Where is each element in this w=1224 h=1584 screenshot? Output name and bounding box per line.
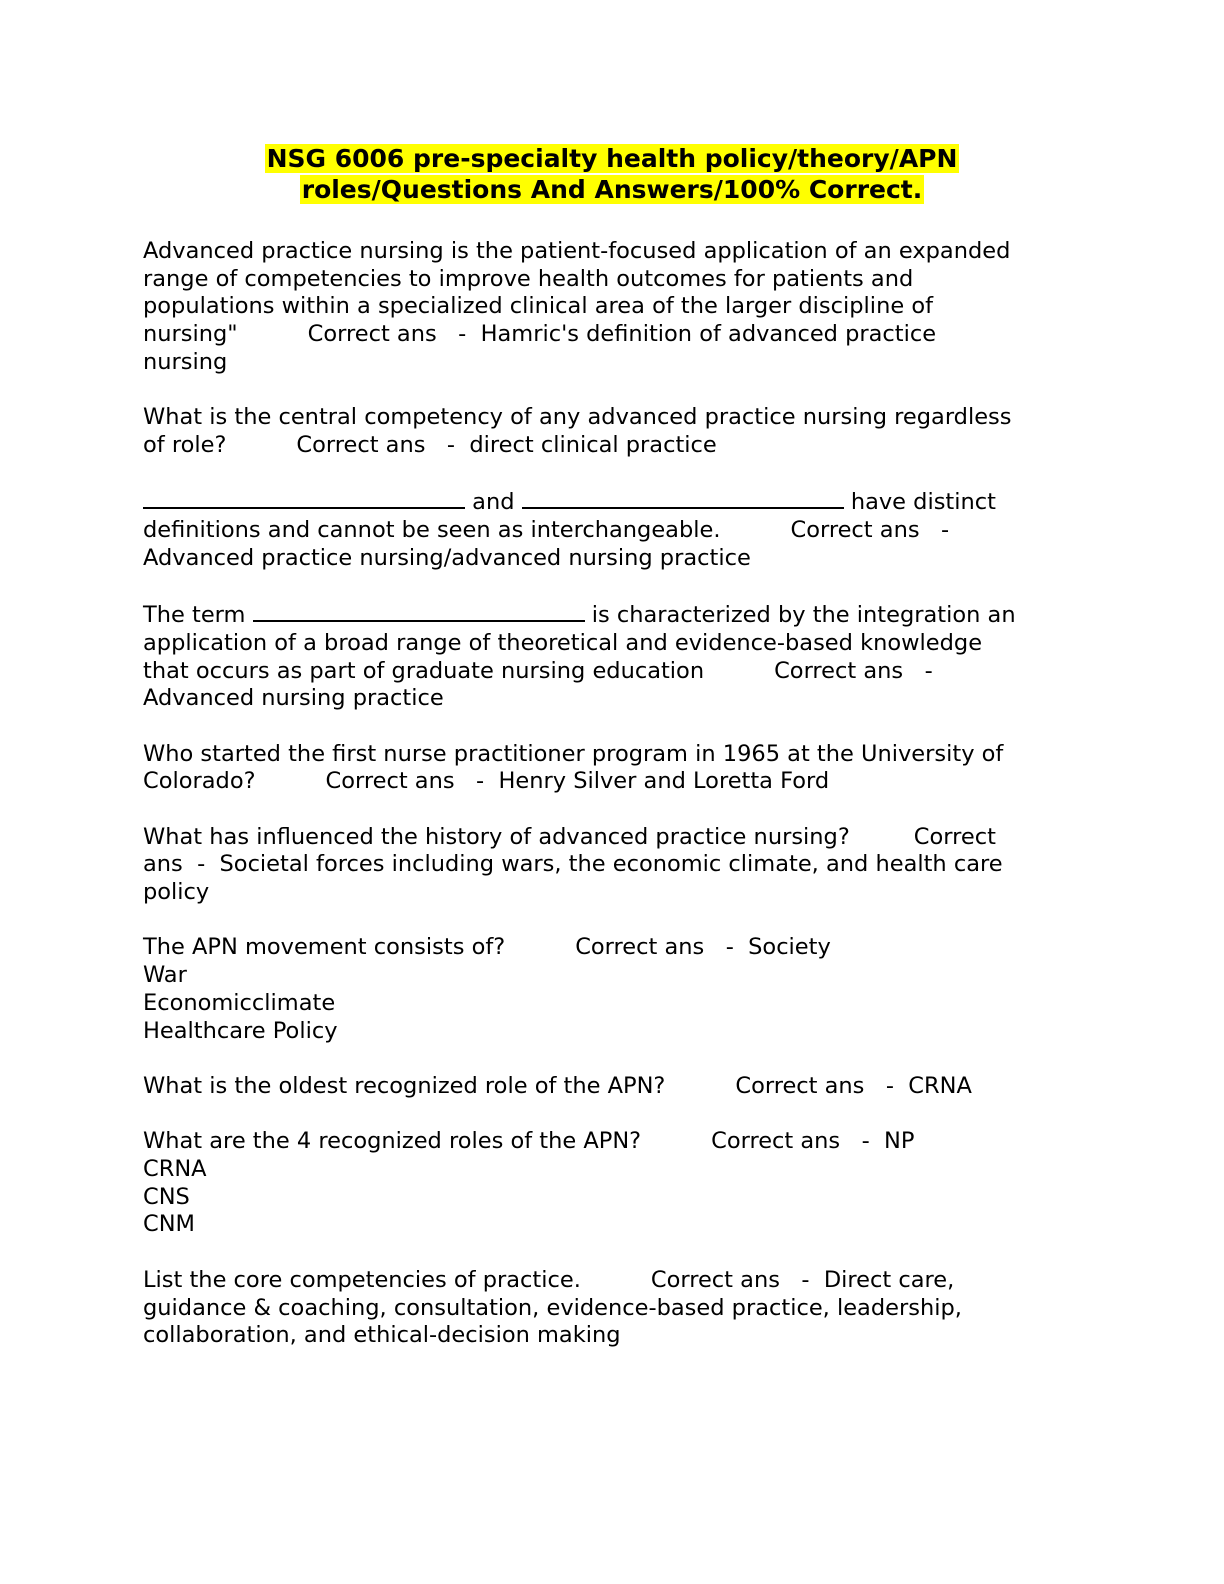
correct-label: Correct ans xyxy=(575,934,705,961)
correct-label: Correct ans xyxy=(774,657,904,684)
question-line: Advanced practice nursing is the patient-focused application of an expanded xyxy=(143,238,1011,264)
fill-in-blank xyxy=(522,487,844,509)
question-text: List the core competencies of practice. xyxy=(143,1266,581,1293)
answer-line: collaboration, and ethical-decision making xyxy=(143,1322,621,1349)
answer-line: CNM xyxy=(143,1211,195,1238)
question-line: Who started the first nurse practitioner program in 1965 at the University of xyxy=(143,740,1004,767)
fill-in-blank xyxy=(143,487,465,509)
fill-in-blank xyxy=(253,600,585,622)
qa-item: and have distinct definitions and cannot be seen as interchangeable. Correct ans - Advanced practice nursing/advanced nursing practice xyxy=(143,487,1073,572)
question-text: What are the 4 recognized roles of the APN? xyxy=(143,1128,642,1155)
answer-text: Hamric's definition of advanced practice xyxy=(480,321,937,348)
question-text: The APN movement consists of? xyxy=(143,934,506,961)
correct-label: Correct ans xyxy=(296,431,426,458)
question-text: and xyxy=(472,489,515,516)
answer-text: direct clinical practice xyxy=(469,431,717,458)
qa-item: What are the 4 recognized roles of the APN? Correct ans - NP CRNA CNS CNM xyxy=(143,1128,1073,1239)
answer-text: Society xyxy=(748,934,831,961)
correct-label: Correct xyxy=(913,823,996,850)
question-text: definitions and cannot be seen as interchangeable. xyxy=(143,517,721,543)
answer-line: CNS xyxy=(143,1183,190,1210)
qa-item: Who started the first nurse practitioner program in 1965 at the University of Colorado? Correct ans - Henry Silver and Loretta Ford xyxy=(143,741,1073,796)
answer-line: War xyxy=(143,962,187,989)
qa-item: The APN movement consists of? Correct ans - Society War Economicclimate Healthcare Policy xyxy=(143,934,1073,1045)
question-line: application of a broad range of theoretical and evidence-based knowledge xyxy=(143,629,983,656)
answer-text: NP xyxy=(884,1128,915,1155)
qa-item: What is the central competency of any advanced practice nursing regardless of role? Correct ans - direct clinical practice xyxy=(143,404,1073,459)
answer-line: Healthcare Policy xyxy=(143,1017,338,1044)
qa-item: Advanced practice nursing is the patient-focused application of an expanded range of competencies to improve health outcomes for patients and populations within a specialized clinical area of the larger discipline of nursing" Correct ans - Hamric's definition of advanced practice nursing xyxy=(143,238,1073,377)
qa-item: List the core competencies of practice. Correct ans - Direct care, guidance & coaching, consultation, evidence-based practice, leadership, collaboration, and ethical-decision making xyxy=(143,1267,1073,1350)
answer-line: Advanced practice nursing/advanced nursing practice xyxy=(143,544,751,571)
correct-label: Correct ans xyxy=(711,1128,841,1155)
answer-text: Henry Silver and Loretta Ford xyxy=(498,768,830,795)
qa-item: What is the oldest recognized role of the APN? Correct ans - CRNA xyxy=(143,1072,972,1099)
correct-label: Correct ans xyxy=(790,517,920,543)
question-text: The term xyxy=(143,602,246,629)
question-text: that occurs as part of graduate nursing education xyxy=(143,657,705,684)
question-text: What is the oldest recognized role of the APN? xyxy=(143,1072,666,1099)
question-text: have distinct xyxy=(850,489,996,516)
title-line-2: roles/Questions And Answers/100% Correct. xyxy=(301,175,923,204)
qa-list xyxy=(143,238,1073,1378)
correct-label: Correct ans xyxy=(650,1266,780,1293)
question-text: What has influenced the history of advanced practice nursing? xyxy=(143,823,850,850)
question-text: nursing" xyxy=(143,321,238,348)
answer-text: Direct care, xyxy=(823,1266,955,1293)
correct-label: Correct ans xyxy=(735,1072,865,1099)
answer-line: Economicclimate xyxy=(143,989,336,1016)
question-line: range of competencies to improve health outcomes for patients and xyxy=(143,265,914,292)
answer-text: CRNA xyxy=(908,1072,972,1099)
question-line: populations within a specialized clinical area of the larger discipline of xyxy=(143,293,934,320)
answer-line: CRNA xyxy=(143,1156,207,1183)
answer-line: Advanced nursing practice xyxy=(143,685,444,712)
title-line-1: NSG 6006 pre-specialty health policy/theory/APN xyxy=(266,144,958,173)
question-line: What is the central competency of any advanced practice nursing regardless xyxy=(143,404,1012,431)
qa-item: The term is characterized by the integration an application of a broad range of theoretical and evidence-based knowledge that occurs as part of graduate nursing education Correct ans - Advanced nursing practice xyxy=(143,600,1073,713)
qa-item: What has influenced the history of advanced practice nursing? Correct ans - Societal forces including wars, the economic climate, and health care policy xyxy=(143,824,1073,907)
correct-label: Correct ans xyxy=(325,768,455,795)
answer-text: Societal forces including wars, the economic climate, and health care xyxy=(219,851,1003,878)
question-text: is characterized by the integration an xyxy=(591,602,1016,629)
answer-line: guidance & coaching, consultation, evidence-based practice, leadership, xyxy=(143,1294,962,1321)
answer-line: nursing xyxy=(143,348,228,375)
correct-label: ans xyxy=(143,851,183,878)
document-title xyxy=(0,143,1224,205)
correct-label: Correct ans xyxy=(307,321,437,348)
answer-line: policy xyxy=(143,879,210,906)
question-text: of role? xyxy=(143,431,227,458)
question-text: Colorado? xyxy=(143,768,256,795)
